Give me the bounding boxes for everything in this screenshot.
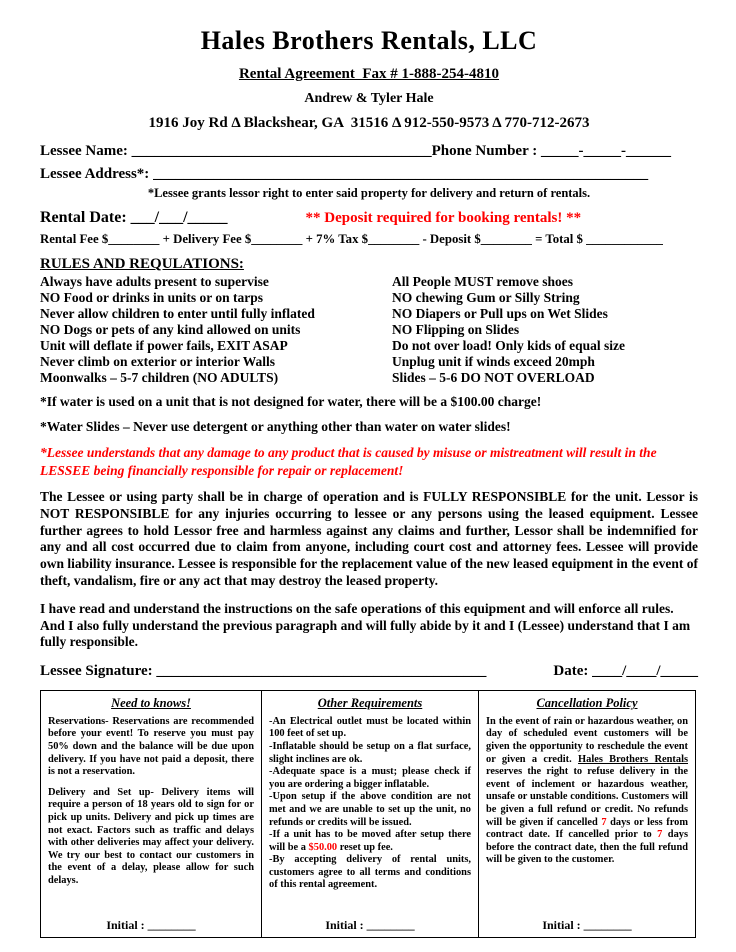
spacer (48, 895, 254, 912)
rule-item: Unplug unit if winds exceed 20mph (392, 354, 595, 369)
phone-number-label: Phone Number : (431, 143, 541, 159)
requirement-item: -Upon setup if the above condition are not met and we are unable to set up the unit, no refunds or credits will be issued. (269, 791, 471, 828)
signature-group (40, 663, 486, 680)
need-to-knows-title: Need to knows! (111, 696, 191, 711)
initial-line: Initial : ________ (542, 917, 632, 932)
rule-item: NO chewing Gum or Silly String (392, 290, 580, 305)
water-slides-note: *Water Slides – Never use detergent or anything other than water on water slides! (40, 419, 511, 434)
rental-date-blank: ___/___/_____ (130, 209, 228, 226)
cancellation-policy-box (478, 690, 696, 938)
rule-item: Moonwalks – 5-7 children (NO ADULTS) (40, 370, 279, 385)
spacer (486, 867, 688, 913)
rental-date-line (40, 209, 698, 227)
document-title-fax: Rental Agreement Fax # 1-888-254-4810 (238, 66, 500, 82)
lessee-name-label: Lessee Name: (40, 143, 132, 159)
days-count-red: 7 (601, 816, 607, 828)
lessee-name-blank: ________________________________________ (131, 143, 432, 159)
rule-item: Do not over load! Only kids of equal size (392, 338, 626, 353)
fee-calculation-line: Rental Fee $________ + Delivery Fee $________ + 7% Tax $________ - Deposit $________ = Total $ ____________ (40, 232, 663, 246)
requirement-item: -By accepting delivery of rental units, customers agree to all terms and conditions of this rental agreement. (269, 854, 471, 891)
rules-columns (40, 274, 698, 386)
rules-column-left (40, 274, 392, 386)
rule-item: Unit will deflate if power fails, EXIT ASAP (40, 338, 288, 353)
requirement-item: -Inflatable should be setup on a flat surface, slight inclines are ok. (269, 740, 471, 765)
rule-item: Slides – 5-6 DO NOT OVERLOAD (392, 370, 595, 385)
need-to-knows-box (40, 690, 262, 938)
requirement-item: -An Electrical outlet must be located within 100 feet of set up. (269, 715, 471, 740)
liability-paragraph: The Lessee or using party shall be in charge of operation and is FULLY RESPONSIBLE for the unit. Lessor is NOT RESPONSIBLE for any injuries occurring to lessee or any persons using the leased equipment. Lessee further agrees to hold Lessor free and harmless against any claims and further, Lessor shall be indemnified for any and all cost occurred due to claim from anyone, including court cost and attorney fees. Lessee will provide own liability insurance. Lessee is responsible for the replacement value of the new leased equipment in the event of theft, vandalism, fire or any act that may destroy the leased property. (40, 489, 698, 588)
rule-item: NO Diapers or Pull ups on Wet Slides (392, 306, 608, 321)
footer-boxes (40, 690, 698, 938)
initial-line: Initial : ________ (106, 917, 196, 932)
rules-column-right (392, 274, 698, 386)
rental-date-group (40, 209, 228, 227)
deposit-notice: ** Deposit required for booking rentals! ** (305, 210, 582, 226)
cancellation-policy-title: Cancellation Policy (536, 696, 638, 711)
reset-fee-text-post: reset up fee. (337, 841, 393, 853)
rules-heading: RULES AND REQULATIONS: (40, 256, 244, 272)
rental-date-label: Rental Date: (40, 209, 131, 226)
initial-line: Initial : ________ (325, 917, 415, 932)
date-group (553, 663, 698, 680)
lessee-address-line (40, 166, 698, 183)
reservations-paragraph: Reservations- Reservations are recommended before your event! To reserve you must pay 50% down and the balance will be due upon delivery. If you have not paid a deposit, there is not a reservation. (48, 715, 254, 778)
owners-line: Andrew & Tyler Hale (304, 91, 434, 106)
requirement-item: -Adequate space is a must; please check if you are ordering a bigger inflatable. (269, 766, 471, 790)
acknowledgement-paragraph: I have read and understand the instructions on the safe operations of this equipment and will enforce all rules. And I also fully understand the previous paragraph and will fully abide by it and I (Lessee) understand that I am fully responsible. (40, 600, 691, 650)
days-count-red: 7 (657, 829, 663, 841)
water-charge-note: *If water is used on a unit that is not designed for water, there will be a $100.00 charge! (40, 394, 542, 409)
delivery-setup-paragraph: Delivery and Set up- Delivery items will require a person of 18 years old to sign for or pick up units. Delivery and pick up times are not exact. Factors such as traffic and delays with other deliveries may affect your delivery. We try our best to contact our customers in the event of a delay, please allow for such delays. (48, 786, 254, 886)
spacer (269, 892, 471, 913)
lessee-signature-label: Lessee Signature: (40, 663, 157, 680)
rule-item: NO Flipping on Slides (392, 322, 520, 337)
signature-line (40, 663, 698, 680)
company-name: Hales Brothers Rentals, LLC (200, 26, 538, 55)
damage-warning: *Lessee understands that any damage to any product that is caused by misuse or mistreatment will result in the LESSEE being financially responsible for repair or replacement! (40, 445, 657, 478)
lessee-signature-blank: ____________________________________________ (156, 663, 487, 680)
rule-item: NO Dogs or pets of any kind allowed on units (40, 322, 301, 337)
cancellation-paragraph (486, 716, 688, 867)
address-footnote: *Lessee grants lessor right to enter said property for delivery and return of rentals. (147, 186, 591, 200)
reset-fee-text-pre: -If a unit has to be moved after setup there will be a (269, 829, 471, 853)
reset-fee-amount: $50.00 (308, 841, 338, 853)
company-address-line: 1916 Joy Rd Δ Blackshear, GA 31516 Δ 912-550-9573 Δ 770-712-2673 (148, 115, 590, 131)
document-subtitle (40, 66, 698, 83)
cancellation-text: days or less from contract date. If cancelled prior to (486, 816, 688, 841)
lessee-name-line (40, 143, 698, 160)
cancellation-text: reserves the right to refuse delivery in the event of inclement or hazardous weather, unsafe or unstable conditions. Customers will be given a full refund or credit. No refunds will be given if cancelled (486, 766, 688, 828)
brand-name-underlined: Hales Brothers Rentals (578, 753, 688, 765)
rule-item: All People MUST remove shoes (392, 274, 573, 289)
rule-item: Never allow children to enter until fully inflated (40, 306, 315, 321)
requirement-item-reset-fee (269, 829, 471, 854)
phone-number-blank: _____-_____-______ (540, 143, 671, 159)
cancellation-text: In the event of rain or hazardous weather, on day of scheduled event customers will be given the opportunity to reschedule the event or given a credit. (486, 715, 688, 765)
rule-item: Always have adults present to supervise (40, 274, 269, 289)
date-label: Date: (553, 663, 593, 680)
date-blank: ____/____/_____ (592, 663, 698, 680)
other-requirements-title: Other Requirements (317, 696, 423, 711)
lessee-address-label: Lessee Address*: (40, 166, 154, 182)
rule-item: NO Food or drinks in units or on tarps (40, 290, 264, 305)
rule-item: Never climb on exterior or interior Walls (40, 354, 275, 369)
other-requirements-box (261, 690, 479, 938)
cancellation-text: days before the contract date, then the full refund will be given to the customer. (486, 829, 688, 866)
lessee-address-blank: __________________________________________________________________ (153, 166, 649, 182)
